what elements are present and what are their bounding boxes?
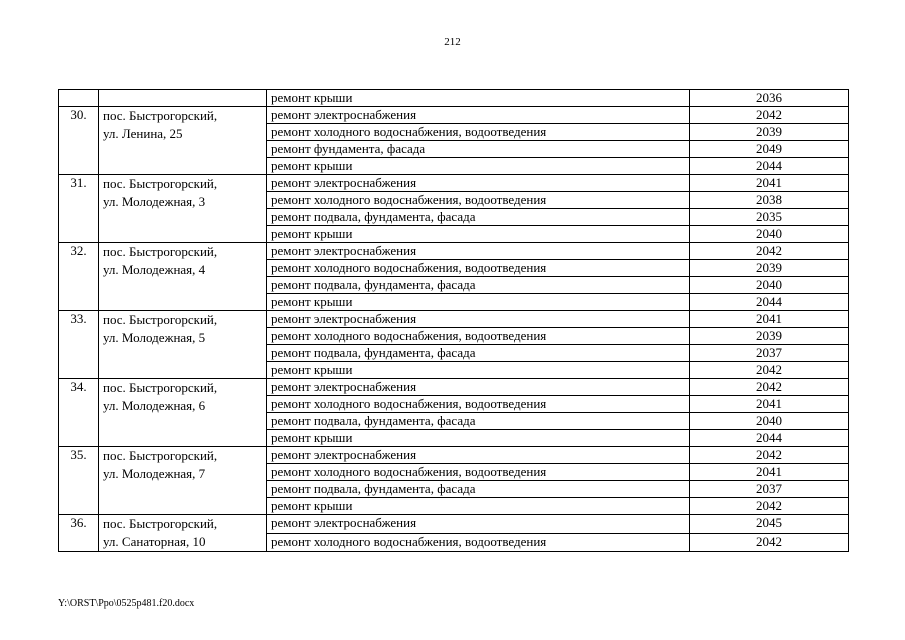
year-cell: 2042 bbox=[690, 379, 849, 396]
table-row bbox=[59, 175, 849, 192]
address-settlement: пос. Быстрогорский, bbox=[103, 108, 218, 123]
row-number-cell: 36. bbox=[59, 515, 99, 552]
repair-schedule-table bbox=[58, 89, 849, 552]
address-cell bbox=[99, 311, 267, 379]
address-street: ул. Молодежная, 6 bbox=[103, 398, 206, 413]
row-number-cell: 32. bbox=[59, 243, 99, 311]
address-cell bbox=[99, 447, 267, 515]
address-street: ул. Ленина, 25 bbox=[103, 126, 183, 141]
year-cell: 2042 bbox=[690, 447, 849, 464]
address-settlement: пос. Быстрогорский, bbox=[103, 380, 218, 395]
year-cell: 2049 bbox=[690, 141, 849, 158]
table-body bbox=[59, 90, 849, 552]
year-cell: 2041 bbox=[690, 311, 849, 328]
page-number: 212 bbox=[444, 36, 461, 48]
work-cell: ремонт электроснабжения bbox=[267, 379, 690, 396]
table-row bbox=[59, 515, 849, 534]
year-cell: 2044 bbox=[690, 430, 849, 447]
row-number-cell: 33. bbox=[59, 311, 99, 379]
address-street: ул. Молодежная, 7 bbox=[103, 466, 206, 481]
address-settlement: пос. Быстрогорский, bbox=[103, 176, 218, 191]
work-cell: ремонт холодного водоснабжения, водоотведения bbox=[267, 396, 690, 413]
table-row bbox=[59, 243, 849, 260]
work-cell: ремонт крыши bbox=[267, 226, 690, 243]
work-cell: ремонт холодного водоснабжения, водоотведения bbox=[267, 124, 690, 141]
year-cell: 2045 bbox=[690, 515, 849, 534]
repair-schedule-table-wrapper bbox=[58, 89, 849, 552]
year-cell: 2042 bbox=[690, 498, 849, 515]
year-cell: 2042 bbox=[690, 533, 849, 552]
address-cell bbox=[99, 90, 267, 107]
work-cell: ремонт крыши bbox=[267, 362, 690, 379]
year-cell: 2039 bbox=[690, 260, 849, 277]
work-cell: ремонт холодного водоснабжения, водоотведения bbox=[267, 328, 690, 345]
year-cell: 2044 bbox=[690, 294, 849, 311]
address-settlement: пос. Быстрогорский, bbox=[103, 312, 218, 327]
year-cell: 2044 bbox=[690, 158, 849, 175]
work-cell: ремонт электроснабжения bbox=[267, 243, 690, 260]
year-cell: 2042 bbox=[690, 107, 849, 124]
row-number-cell: 35. bbox=[59, 447, 99, 515]
work-cell: ремонт подвала, фундамента, фасада bbox=[267, 209, 690, 226]
address-cell bbox=[99, 175, 267, 243]
year-cell: 2036 bbox=[690, 90, 849, 107]
table-row bbox=[59, 311, 849, 328]
work-cell: ремонт холодного водоснабжения, водоотведения bbox=[267, 533, 690, 552]
year-cell: 2037 bbox=[690, 481, 849, 498]
year-cell: 2039 bbox=[690, 124, 849, 141]
year-cell: 2037 bbox=[690, 345, 849, 362]
year-cell: 2041 bbox=[690, 175, 849, 192]
work-cell: ремонт фундамента, фасада bbox=[267, 141, 690, 158]
table-row bbox=[59, 379, 849, 396]
year-cell: 2042 bbox=[690, 362, 849, 379]
work-cell: ремонт крыши bbox=[267, 430, 690, 447]
address-cell bbox=[99, 107, 267, 175]
work-cell: ремонт холодного водоснабжения, водоотведения bbox=[267, 192, 690, 209]
address-street: ул. Молодежная, 3 bbox=[103, 194, 206, 209]
work-cell: ремонт крыши bbox=[267, 90, 690, 107]
address-settlement: пос. Быстрогорский, bbox=[103, 448, 218, 463]
table-row bbox=[59, 90, 849, 107]
work-cell: ремонт электроснабжения bbox=[267, 175, 690, 192]
file-path-footer: Y:\ORST\Ppo\0525p481.f20.docx bbox=[58, 598, 195, 609]
work-cell: ремонт подвала, фундамента, фасада bbox=[267, 481, 690, 498]
year-cell: 2041 bbox=[690, 396, 849, 413]
work-cell: ремонт электроснабжения bbox=[267, 107, 690, 124]
year-cell: 2038 bbox=[690, 192, 849, 209]
year-cell: 2035 bbox=[690, 209, 849, 226]
address-cell bbox=[99, 379, 267, 447]
year-cell: 2042 bbox=[690, 243, 849, 260]
work-cell: ремонт крыши bbox=[267, 158, 690, 175]
address-cell bbox=[99, 243, 267, 311]
table-row bbox=[59, 447, 849, 464]
row-number-cell: 31. bbox=[59, 175, 99, 243]
year-cell: 2040 bbox=[690, 226, 849, 243]
address-street: ул. Молодежная, 4 bbox=[103, 262, 206, 277]
work-cell: ремонт холодного водоснабжения, водоотведения bbox=[267, 464, 690, 481]
year-cell: 2039 bbox=[690, 328, 849, 345]
work-cell: ремонт подвала, фундамента, фасада bbox=[267, 413, 690, 430]
year-cell: 2040 bbox=[690, 413, 849, 430]
address-street: ул. Молодежная, 5 bbox=[103, 330, 206, 345]
row-number-cell: 34. bbox=[59, 379, 99, 447]
work-cell: ремонт электроснабжения bbox=[267, 311, 690, 328]
row-number-cell bbox=[59, 90, 99, 107]
work-cell: ремонт холодного водоснабжения, водоотведения bbox=[267, 260, 690, 277]
year-cell: 2040 bbox=[690, 277, 849, 294]
work-cell: ремонт подвала, фундамента, фасада bbox=[267, 345, 690, 362]
work-cell: ремонт электроснабжения bbox=[267, 447, 690, 464]
row-number-cell: 30. bbox=[59, 107, 99, 175]
address-settlement: пос. Быстрогорский, bbox=[103, 244, 218, 259]
work-cell: ремонт электроснабжения bbox=[267, 515, 690, 534]
work-cell: ремонт подвала, фундамента, фасада bbox=[267, 277, 690, 294]
year-cell: 2041 bbox=[690, 464, 849, 481]
table-row bbox=[59, 107, 849, 124]
address-street: ул. Санаторная, 10 bbox=[103, 534, 206, 549]
work-cell: ремонт крыши bbox=[267, 498, 690, 515]
address-cell bbox=[99, 515, 267, 552]
address-settlement: пос. Быстрогорский, bbox=[103, 516, 218, 531]
work-cell: ремонт крыши bbox=[267, 294, 690, 311]
